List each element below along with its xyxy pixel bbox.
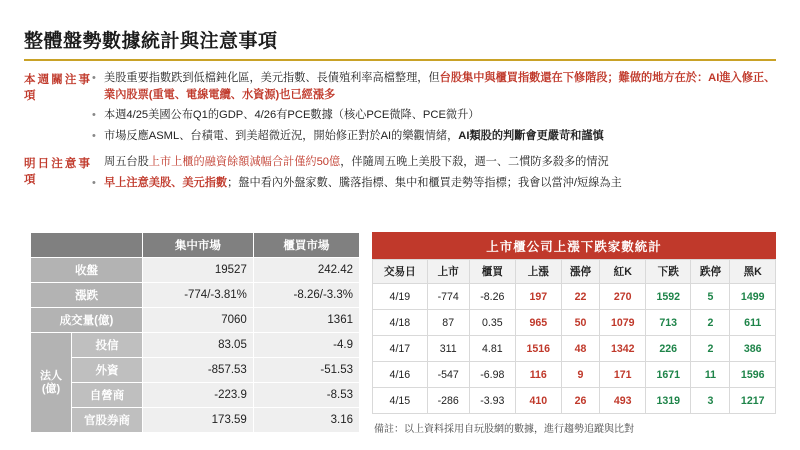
cell-limit-down: 2 [691, 336, 730, 362]
row-label-volume: 成交量(億) [31, 308, 143, 333]
cell-dealer-twse: -223.9 [143, 383, 254, 408]
table-row [31, 408, 360, 433]
cell-listed: -547 [427, 362, 469, 388]
cell-red-k: 493 [600, 388, 646, 414]
cell-down: 1319 [645, 388, 691, 414]
cell-limit-up: 9 [561, 362, 600, 388]
table-row [31, 333, 360, 358]
cell-black-k: 1499 [730, 284, 776, 310]
cell-up: 410 [516, 388, 562, 414]
note-block-weekly [24, 70, 776, 148]
note-line [90, 107, 776, 124]
col-limit-down: 跌停 [691, 260, 730, 284]
cell-red-k: 171 [600, 362, 646, 388]
note-text-highlight: 台股集中與櫃買指數還在下修階段；難做的地方在於：AI進入修正、業內股票(重電、電線電纜、水資源)也已經漲多 [104, 72, 776, 101]
page-title [24, 26, 776, 61]
cell-date: 4/16 [373, 362, 428, 388]
cell-listed: -774 [427, 284, 469, 310]
cell-up: 1516 [516, 336, 562, 362]
cell-down: 1592 [645, 284, 691, 310]
col-down: 下跌 [645, 260, 691, 284]
table-row [31, 383, 360, 408]
advance-decline-title: 上市櫃公司上漲下跌家數統計 [372, 232, 776, 259]
cell-up: 965 [516, 310, 562, 336]
cell-down: 713 [645, 310, 691, 336]
table-header-row [373, 260, 776, 284]
note-line [90, 70, 776, 103]
row-label-close: 收盤 [31, 258, 143, 283]
note-text-highlight: 早上注意美股、美元指數 [104, 176, 228, 189]
table-row [373, 284, 776, 310]
row-label-dealer: 自營商 [72, 383, 143, 408]
cell-volume-otc: 1361 [253, 308, 359, 333]
cell-down: 226 [645, 336, 691, 362]
note-block-tomorrow [24, 154, 776, 195]
cell-date: 4/17 [373, 336, 428, 362]
table-row [373, 388, 776, 414]
cell-close-otc: 242.42 [253, 258, 359, 283]
cell-black-k: 1217 [730, 388, 776, 414]
cell-gov-twse: 173.59 [143, 408, 254, 433]
cell-black-k: 611 [730, 310, 776, 336]
table-row [31, 358, 360, 383]
note-text-plain: 本週4/25美國公布Q1的GDP、4/26有PCE數據（核心PCE微降、PCE微升） [104, 109, 480, 121]
cell-otc: -3.93 [469, 388, 515, 414]
table-row [373, 336, 776, 362]
row-label-institutional: 法人(億) [31, 333, 72, 433]
cell-otc: 0.35 [469, 310, 515, 336]
cell-limit-down: 2 [691, 310, 730, 336]
note-text-plain: 美股重要指數跌到低檔鈍化區，美元指數、長債殖利率高檔整理，但 [104, 72, 440, 84]
note-label-tomorrow: 明日注意事項 [24, 158, 90, 186]
cell-change-otc: -8.26/-3.3% [253, 283, 359, 308]
cell-listed: -286 [427, 388, 469, 414]
cell-limit-down: 11 [691, 362, 730, 388]
cell-volume-twse: 7060 [143, 308, 254, 333]
note-text-plain: ；盤中看內外盤家數、騰落指標、集中和櫃買走勢等指標；我會以當沖/短線為主 [227, 176, 622, 189]
cell-limit-up: 22 [561, 284, 600, 310]
page-title-text: 整體盤勢數據統計與注意事項 [24, 31, 278, 52]
cell-black-k: 386 [730, 336, 776, 362]
cell-black-k: 1596 [730, 362, 776, 388]
notes-section [24, 70, 776, 201]
left-table-col-twse: 集中市場 [143, 233, 254, 258]
cell-dealer-otc: -8.53 [253, 383, 359, 408]
note-text-highlight: 上市上櫃的融資餘額減幅合計僅約50億 [148, 156, 341, 168]
cell-foreign-otc: -51.53 [253, 358, 359, 383]
note-body-tomorrow [90, 154, 776, 195]
cell-trust-twse: 83.05 [143, 333, 254, 358]
row-label-investment-trust: 投信 [72, 333, 143, 358]
cell-otc: -6.98 [469, 362, 515, 388]
note-label-weekly: 本週關注事項 [24, 74, 90, 102]
cell-otc: 4.81 [469, 336, 515, 362]
note-text-plain: 市場反應ASML、台積電、到美超微近況，開始修正對於AI的樂觀情緒， [104, 129, 459, 142]
note-line [90, 154, 776, 171]
left-table-corner [31, 233, 143, 258]
col-limit-up: 漲停 [561, 260, 600, 284]
cell-limit-up: 26 [561, 388, 600, 414]
advance-decline-section [372, 232, 776, 435]
table-header-row [31, 233, 360, 258]
cell-limit-up: 50 [561, 310, 600, 336]
market-summary-table [30, 232, 360, 433]
cell-limit-down: 5 [691, 284, 730, 310]
cell-limit-down: 3 [691, 388, 730, 414]
cell-gov-otc: 3.16 [253, 408, 359, 433]
col-otc: 櫃買 [469, 260, 515, 284]
cell-foreign-twse: -857.53 [143, 358, 254, 383]
row-label-foreign: 外資 [72, 358, 143, 383]
table-row [373, 310, 776, 336]
cell-close-twse: 19527 [143, 258, 254, 283]
table-footnote: 備註：以上資料採用自玩股網的數據，進行趨勢追蹤與比對 [374, 424, 634, 435]
cell-red-k: 1342 [600, 336, 646, 362]
cell-change-twse: -774/-3.81% [143, 283, 254, 308]
cell-down: 1671 [645, 362, 691, 388]
note-text-plain: ，伴隨周五晚上美股下殺，週一、二慣防多殺多的情況 [340, 156, 609, 168]
cell-date: 4/18 [373, 310, 428, 336]
table-row [31, 283, 360, 308]
col-up: 上漲 [516, 260, 562, 284]
cell-up: 197 [516, 284, 562, 310]
col-red-k: 紅K [600, 260, 646, 284]
table-row [373, 362, 776, 388]
cell-limit-up: 48 [561, 336, 600, 362]
cell-red-k: 270 [600, 284, 646, 310]
note-line [90, 128, 776, 145]
row-label-gov-broker: 官股券商 [72, 408, 143, 433]
cell-trust-otc: -4.9 [253, 333, 359, 358]
cell-date: 4/15 [373, 388, 428, 414]
cell-listed: 87 [427, 310, 469, 336]
advance-decline-table [372, 259, 776, 414]
note-line [90, 175, 776, 192]
note-text-plain: 周五台股 [104, 156, 149, 168]
note-body-weekly [90, 70, 776, 148]
row-label-change: 漲跌 [31, 283, 143, 308]
cell-listed: 311 [427, 336, 469, 362]
cell-up: 116 [516, 362, 562, 388]
table-row [31, 258, 360, 283]
col-listed: 上市 [427, 260, 469, 284]
col-date: 交易日 [373, 260, 428, 284]
cell-date: 4/19 [373, 284, 428, 310]
note-text-bold: AI類股的判斷會更嚴苛和謹慎 [458, 129, 604, 142]
left-table-col-otc: 櫃買市場 [253, 233, 359, 258]
table-row [31, 308, 360, 333]
cell-otc: -8.26 [469, 284, 515, 310]
cell-red-k: 1079 [600, 310, 646, 336]
col-black-k: 黑K [730, 260, 776, 284]
